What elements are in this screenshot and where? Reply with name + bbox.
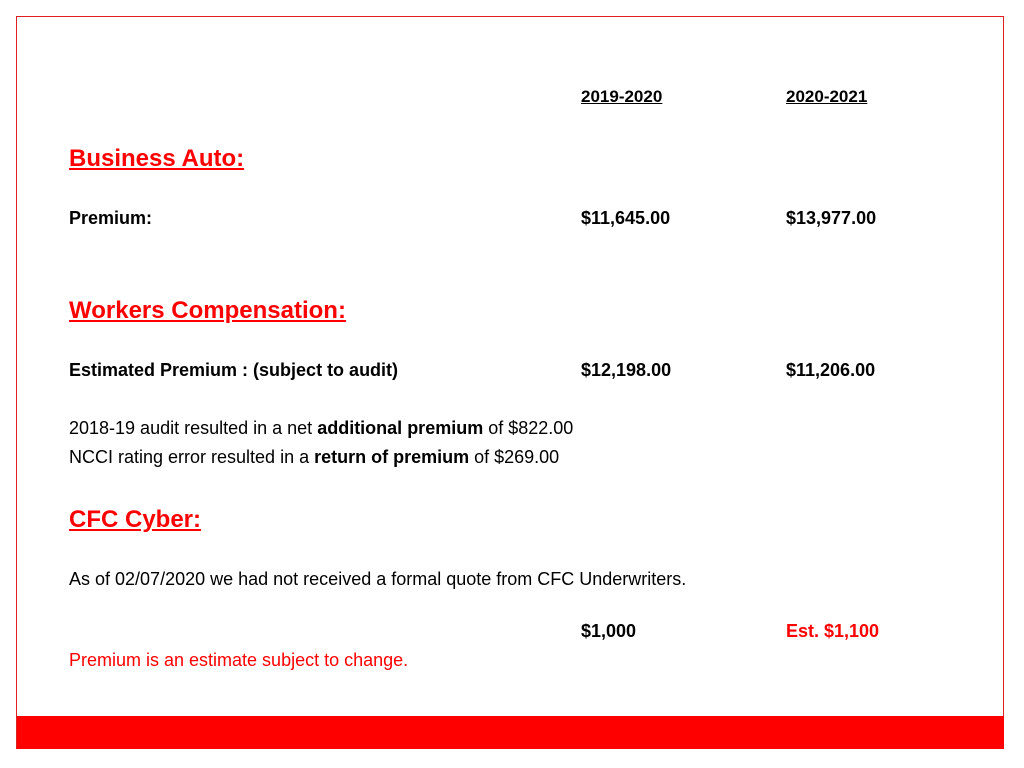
- cfc-cyber-title: CFC Cyber:: [69, 506, 202, 533]
- cyber-quote-note: As of 02/07/2020 we had not received a formal quote from CFC Underwriters.: [69, 569, 687, 589]
- workers-comp-title: Workers Compensation:: [69, 297, 346, 324]
- audit-note: [69, 419, 573, 437]
- business-auto-premium-label: Premium:: [69, 208, 153, 228]
- workers-comp-premium-2020-2021: $11,206.00: [786, 360, 876, 380]
- bottom-accent-bar: [17, 716, 1004, 749]
- ncci-note-amount: of $269.00: [469, 447, 560, 467]
- ncci-note-text: NCCI rating error resulted in a: [69, 447, 315, 467]
- cyber-disclaimer: Premium is an estimate subject to change.: [69, 650, 409, 670]
- business-auto-premium-2019-2020: $11,645.00: [581, 208, 671, 228]
- business-auto-title: Business Auto:: [69, 145, 245, 172]
- ncci-note-emphasis: return of premium: [314, 447, 470, 467]
- column-header-2019-2020: 2019-2020: [581, 87, 663, 106]
- workers-comp-premium-label: Estimated Premium : (subject to audit): [69, 360, 399, 380]
- audit-note-amount: of $822.00: [483, 418, 574, 438]
- ncci-note: [69, 448, 559, 466]
- column-header-2020-2021: 2020-2021: [786, 87, 868, 106]
- cyber-premium-2019-2020: $1,000: [581, 621, 637, 641]
- audit-note-emphasis: additional premium: [317, 418, 484, 438]
- business-auto-premium-2020-2021: $13,977.00: [786, 208, 877, 228]
- audit-note-text: 2018-19 audit resulted in a net: [69, 418, 318, 438]
- workers-comp-premium-2019-2020: $12,198.00: [581, 360, 672, 380]
- cyber-premium-2020-2021: Est. $1,100: [786, 621, 880, 641]
